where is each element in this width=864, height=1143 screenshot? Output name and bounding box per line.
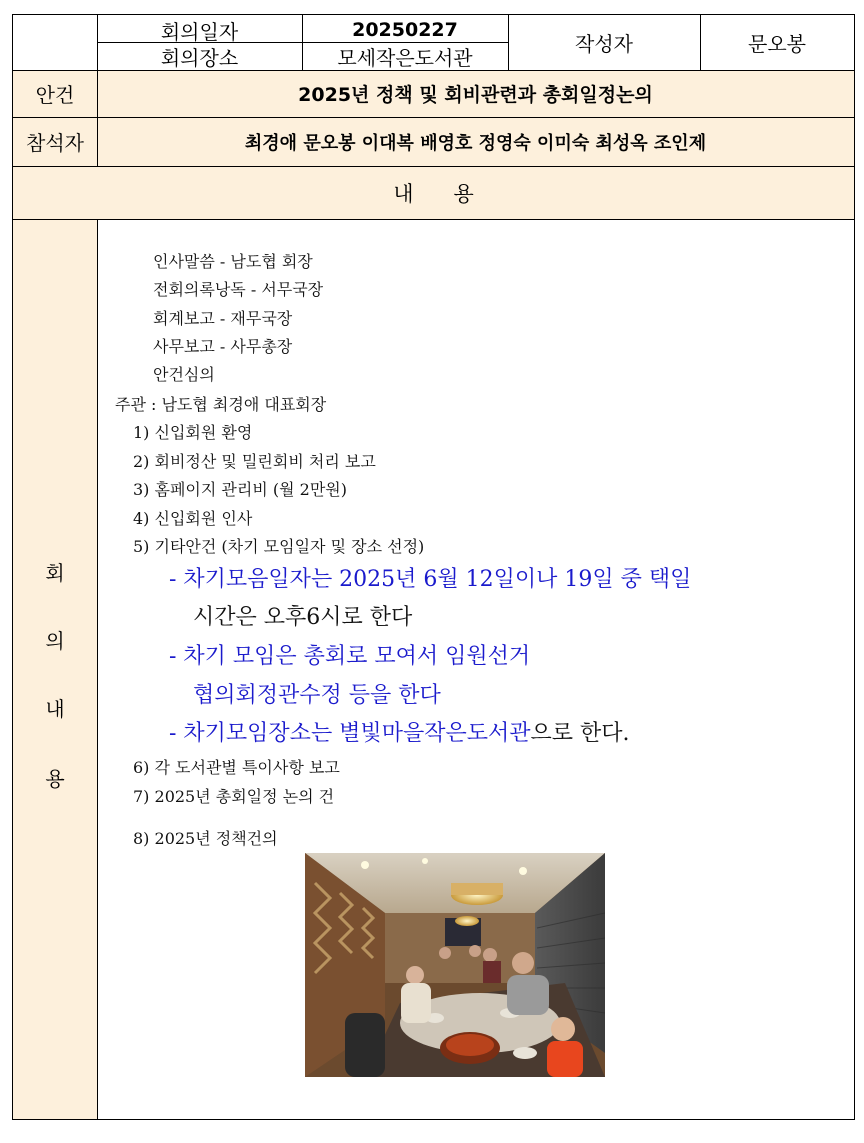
decision-general-line1: - 차기 모임은 총회로 모여서 임원선거	[169, 644, 531, 669]
divider	[700, 15, 701, 70]
agenda-item: 5) 기타안건 (차기 모임일자 및 장소 선정)	[133, 537, 425, 556]
author-value: 문오봉	[748, 32, 806, 56]
date-label: 회의일자	[160, 19, 239, 44]
opening-item: 사무보고 - 사무총장	[153, 337, 293, 356]
side-label-char-2: 의	[45, 629, 65, 653]
opening-item: 전회의록낭독 - 서무국장	[153, 280, 324, 299]
divider	[13, 117, 854, 118]
side-label-char-1: 회	[45, 561, 65, 585]
attendees-label: 참석자	[13, 117, 97, 166]
decision-general-line2: 협의회정관수정 등을 한다	[193, 683, 441, 708]
host-line: 주관 : 남도협 최경애 대표회장	[115, 395, 327, 414]
decision-place-blue: - 차기모임장소는 별빛마을작은도서관	[169, 721, 531, 746]
attendees-value: 최경애 문오봉 이대복 배영호 정영숙 이미숙 최성옥 조인제	[97, 117, 854, 166]
agenda-item: 3) 홈페이지 관리비 (월 2만원)	[133, 480, 347, 499]
decision-date-line1: - 차기모음일자는 2025년 6월 12일이나 19일 중 택일	[169, 567, 692, 592]
agenda-item: 2) 회비정산 및 밀린회비 처리 보고	[133, 452, 376, 471]
meeting-minutes-form	[12, 14, 855, 1120]
opening-item: 인사말씀 - 남도협 회장	[153, 252, 313, 271]
divider	[97, 15, 98, 166]
side-label-cell	[13, 219, 97, 1119]
agenda-label: 안건	[13, 70, 97, 117]
agenda-item: 7) 2025년 총회일정 논의 건	[133, 787, 335, 806]
agenda-item: 1) 신입회원 환영	[133, 423, 253, 442]
agenda-item: 6) 각 도서관별 특이사항 보고	[133, 758, 340, 777]
divider	[13, 219, 854, 220]
meeting-dinner-photo	[305, 853, 605, 1077]
header-blank-cell	[13, 15, 97, 70]
place-value: 모세작은도서관	[337, 46, 473, 70]
minutes-content	[98, 221, 843, 1105]
date-value: 20250227	[352, 19, 458, 41]
divider	[302, 15, 303, 70]
opening-item: 회계보고 - 재무국장	[153, 309, 293, 328]
opening-item: 안건심의	[153, 365, 215, 384]
decision-place-black: 으로 한다.	[530, 721, 630, 746]
author-label: 작성자	[575, 32, 633, 56]
agenda-value: 2025년 정책 및 회비관련과 총회일정논의	[97, 70, 854, 117]
decision-date-line2: 시간은 오후6시로 한다	[193, 605, 413, 630]
decision-place-line	[169, 716, 629, 747]
side-label-char-4: 용	[45, 767, 65, 791]
agenda-item: 4) 신입회원 인사	[133, 509, 253, 528]
side-label-char-3: 내	[45, 697, 65, 721]
divider	[508, 15, 509, 70]
content-header: 내 용	[13, 166, 854, 219]
agenda-item: 8) 2025년 정책건의	[133, 829, 278, 848]
divider	[13, 166, 854, 167]
divider	[13, 70, 854, 71]
place-label: 회의장소	[160, 46, 239, 70]
